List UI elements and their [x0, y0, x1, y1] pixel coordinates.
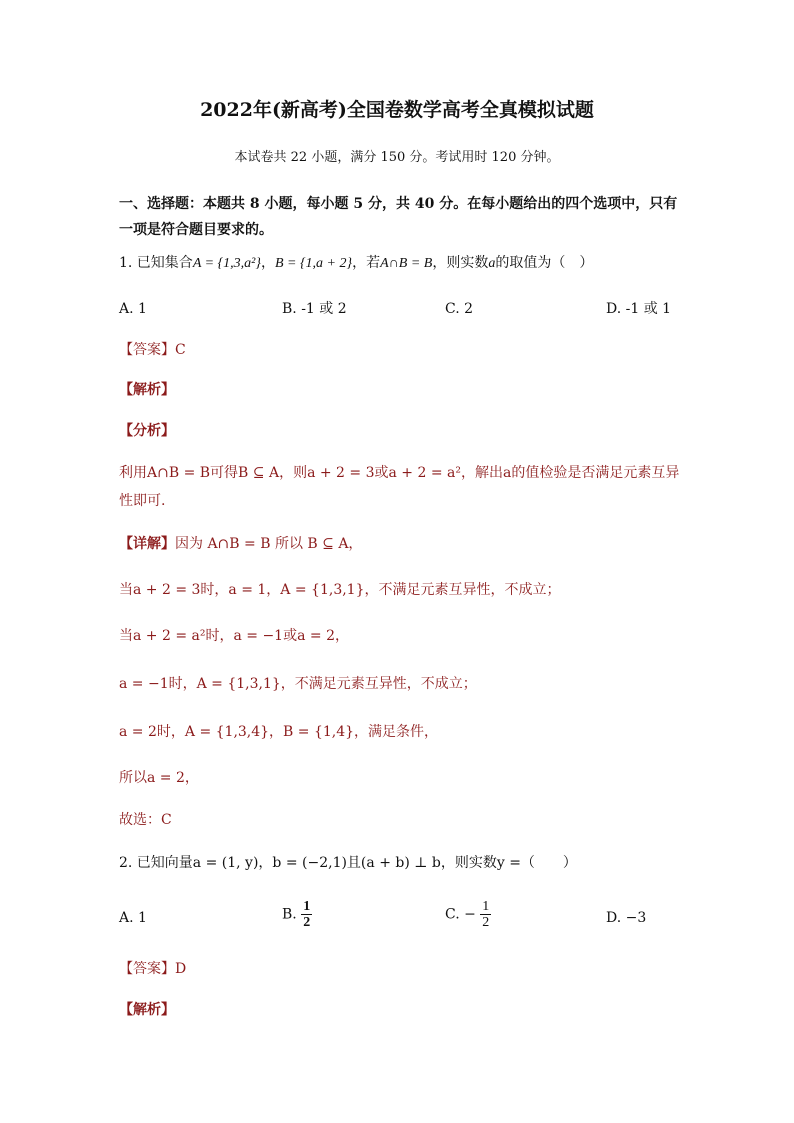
- fraction-one-half: $\frac{1}{2}$: [482, 899, 490, 930]
- q1-step-2: 当a + 2 = a²时，a = −1或a = 2，: [119, 628, 349, 644]
- q2-option-d: D. −3: [606, 910, 647, 926]
- q1-fenxi-label: 【分析】: [119, 423, 175, 439]
- q2-option-a: A. 1: [119, 910, 147, 926]
- q2-answer: 【答案】D: [119, 961, 187, 977]
- fraction-one-half: $\frac{1}{2}$: [303, 899, 311, 930]
- detail-label: 【详解】: [119, 536, 175, 552]
- q1-step-1: 当a + 2 = 3时，a = 1，A = {1,3,1}，不满足元素互异性，不成立；: [119, 582, 561, 598]
- page-title: 2022年(新高考)全国卷数学高考全真模拟试题: [200, 99, 594, 121]
- q1-step-4: a = 2时，A = {1,3,4}，B = {1,4}，满足条件，: [119, 724, 439, 740]
- q2-option-b: B. $\frac{1}{2}$: [282, 899, 311, 930]
- exam-subtitle: 本试卷共 22 小题，满分 150 分。考试用时 120 分钟。: [234, 150, 560, 165]
- question-2-stem: 2. 已知向量a = (1, y)，b = (−2,1)且(a + b) ⊥ b，则实数y =（ ）: [119, 855, 577, 871]
- q1-choice: 故选：C: [119, 812, 172, 828]
- q1-option-b: B. -1 或 2: [282, 301, 347, 317]
- question-1-stem: 1. 已知集合A = {1,3,a²}，B = {1,a + 2}，若A∩B = B，则实数a的取值为（ ）: [119, 255, 594, 271]
- condition: A∩B = B: [380, 256, 433, 271]
- set-a-def: A = {1,3,a²}: [192, 256, 261, 271]
- q1-analysis-line-1: 利用A∩B = B可得B ⊆ A，则a + 2 = 3或a + 2 = a²，解出a的值检验是否满足元素互异: [119, 465, 680, 481]
- section-heading: 一、选择题：本题共 8 小题，每小题 5 分，共 40 分。在每小题给出的四个选项中，只有一项是符合题目要求的。: [119, 196, 678, 238]
- q1-answer: 【答案】C: [119, 342, 186, 358]
- q2-option-c: C. − $\frac{1}{2}$: [445, 899, 490, 930]
- q1-option-c: C. 2: [445, 301, 474, 317]
- q1-option-a: A. 1: [119, 301, 147, 317]
- q1-step-5: 所以a = 2，: [119, 770, 199, 786]
- q1-jiexi-label: 【解析】: [119, 382, 175, 398]
- q1-option-d: D. -1 或 1: [606, 301, 672, 317]
- q1-analysis-line-2: 性即可.: [119, 493, 166, 509]
- q1-step-3: a = −1时，A = {1,3,1}，不满足元素互异性，不成立；: [119, 676, 477, 692]
- q1-detail: 【详解】因为 A∩B = B 所以 B ⊆ A，: [119, 536, 363, 552]
- set-b-def: B = {1,a + 2}: [274, 256, 353, 271]
- q2-jiexi-label: 【解析】: [119, 1002, 175, 1018]
